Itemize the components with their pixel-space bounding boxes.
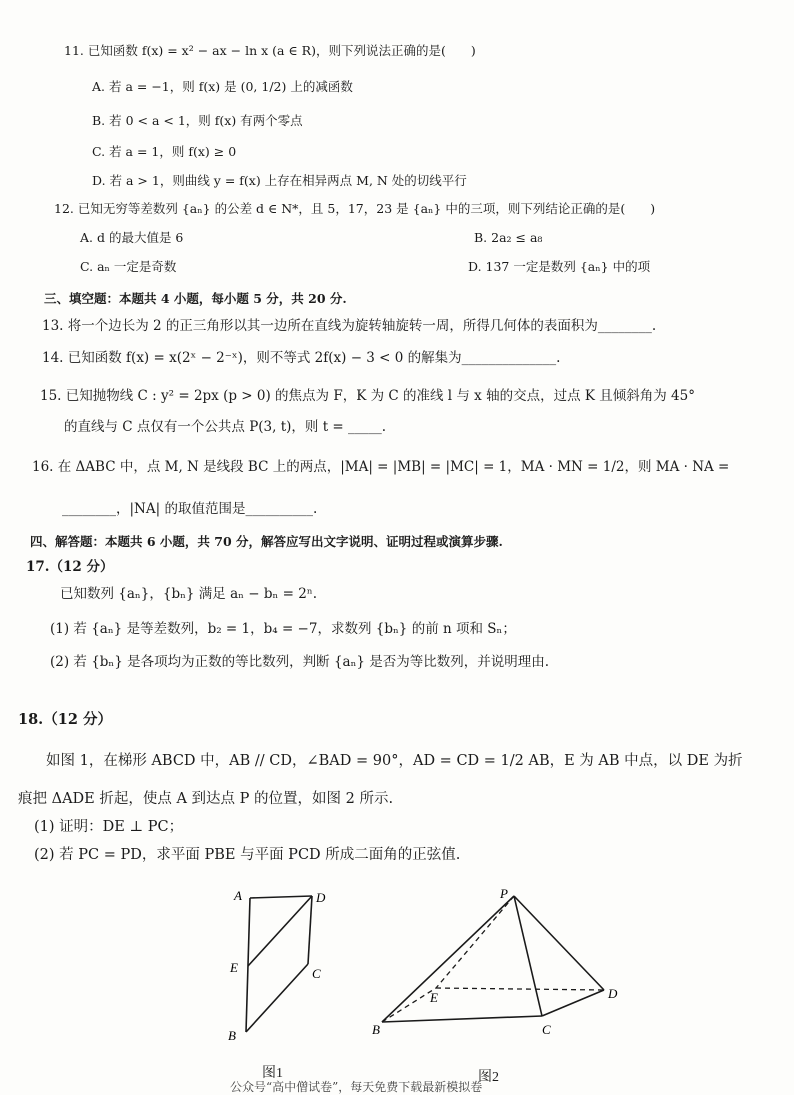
q11-stem: 11. 已知函数 f(x) = x² − ax − ln x (a ∈ R)，则下列说法正确的是( ): [64, 43, 476, 58]
fig1-label-e: E: [230, 960, 238, 975]
figure-2-caption: 图2: [478, 1070, 499, 1085]
fig2-label-p: P: [500, 886, 508, 901]
q18-line-1: 如图 1，在梯形 ABCD 中，AB // CD，∠BAD = 90°，AD = CD = 1/2 AB，E 为 AB 中点，以 DE 为折: [46, 753, 743, 769]
fig1-edge-dc: [308, 896, 312, 964]
fig1-label-a: A: [234, 888, 242, 903]
q12-option-d: D. 137 一定是数列 {aₙ} 中的项: [468, 259, 651, 274]
q15-line-1: 15. 已知抛物线 C : y² = 2px (p > 0) 的焦点为 F，K 为 C 的准线 l 与 x 轴的交点，过点 K 且倾斜角为 45°: [40, 388, 695, 404]
fig2-edge-pd: [514, 896, 604, 990]
q12-option-b: B. 2a₂ ≤ a₈: [474, 230, 543, 245]
fig2-label-d: D: [608, 986, 618, 1001]
fig2-edge-pc: [514, 896, 542, 1016]
fig2-label-b: B: [372, 1022, 380, 1037]
q18-part-2: (2) 若 PC = PD，求平面 PBE 与平面 PCD 所成二面角的正弦值.: [34, 847, 461, 863]
q17-part-2: (2) 若 {bₙ} 是各项均为正数的等比数列，判断 {aₙ} 是否为等比数列，并说明理由.: [50, 654, 550, 670]
q11-option-c: C. 若 a = 1，则 f(x) ≥ 0: [92, 144, 237, 159]
fig1-edge-ed: [248, 896, 312, 966]
fig1-label-c: C: [312, 966, 321, 981]
q11-option-a: A. 若 a = −1，则 f(x) 是 (0, 1/2) 上的减函数: [92, 79, 353, 94]
section-3-heading: 三、填空题：本题共 4 小题，每小题 5 分，共 20 分.: [44, 291, 347, 306]
fig2-edge-cd: [542, 990, 604, 1016]
q11-option-d: D. 若 a > 1，则曲线 y = f(x) 上存在相异两点 M, N 处的切线平行: [92, 173, 467, 188]
fig2-label-e: E: [430, 990, 438, 1005]
section-4-heading: 四、解答题：本题共 6 小题，共 70 分，解答应写出文字说明、证明过程或演算步骤.: [30, 534, 503, 549]
q16-line-2: ________，|NA| 的取值范围是__________.: [62, 501, 318, 517]
q16-line-1: 16. 在 ΔABC 中，点 M, N 是线段 BC 上的两点，|MA| = |MB| = |MC| = 1，MA · MN = 1/2，则 MA · NA =: [32, 459, 730, 475]
q14: 14. 已知函数 f(x) = x(2ˣ − 2⁻ˣ)，则不等式 2f(x) − 3 < 0 的解集为______________.: [42, 350, 561, 366]
q17-intro: 已知数列 {aₙ}，{bₙ} 满足 aₙ − bₙ = 2ⁿ.: [60, 586, 317, 602]
fig2-label-c: C: [542, 1022, 551, 1037]
fig1-edge-ad: [250, 896, 312, 898]
fig2-edge-bc: [382, 1016, 542, 1022]
q13: 13. 将一个边长为 2 的正三角形以其一边所在直线为旋转轴旋转一周，所得几何体的表面积为________.: [42, 318, 657, 334]
fig2-edge-pe: [436, 896, 514, 988]
q18-part-1: (1) 证明：DE ⊥ PC；: [34, 819, 184, 835]
q15-line-2: 的直线与 C 点仅有一个公共点 P(3, t)，则 t = _____.: [64, 419, 387, 435]
q18-line-2: 痕把 ΔADE 折起，使点 A 到达点 P 的位置，如图 2 所示.: [18, 791, 394, 807]
q11-option-b: B. 若 0 < a < 1，则 f(x) 有两个零点: [92, 113, 303, 128]
q12-option-c: C. aₙ 一定是奇数: [80, 259, 177, 274]
fig1-label-b: B: [228, 1028, 236, 1043]
fig1-label-d: D: [316, 890, 326, 905]
q18-heading: 18.（12 分）: [18, 711, 112, 728]
q12-stem: 12. 已知无穷等差数列 {aₙ} 的公差 d ∈ N*，且 5，17，23 是 {aₙ} 中的三项，则下列结论正确的是( ): [54, 201, 656, 216]
q17-part-1: (1) 若 {aₙ} 是等差数列，b₂ = 1，b₄ = −7，求数列 {bₙ} 的前 n 项和 Sₙ；: [50, 621, 516, 637]
fig2-edge-pb: [382, 896, 514, 1022]
q17-heading: 17.（12 分）: [26, 559, 114, 575]
figure-1-trapezoid: [220, 884, 340, 1054]
fig2-edge-be: [382, 988, 436, 1022]
fig1-edge-cb: [246, 964, 308, 1032]
figure-1-caption: 图1: [262, 1066, 283, 1081]
q12-option-a: A. d 的最大值是 6: [80, 230, 184, 245]
fig2-edge-ed: [436, 988, 604, 990]
footer-note: 公众号“高中僧试卷”，每天免费下载最新模拟卷: [230, 1080, 483, 1094]
figure-2-pyramid: [366, 882, 636, 1042]
